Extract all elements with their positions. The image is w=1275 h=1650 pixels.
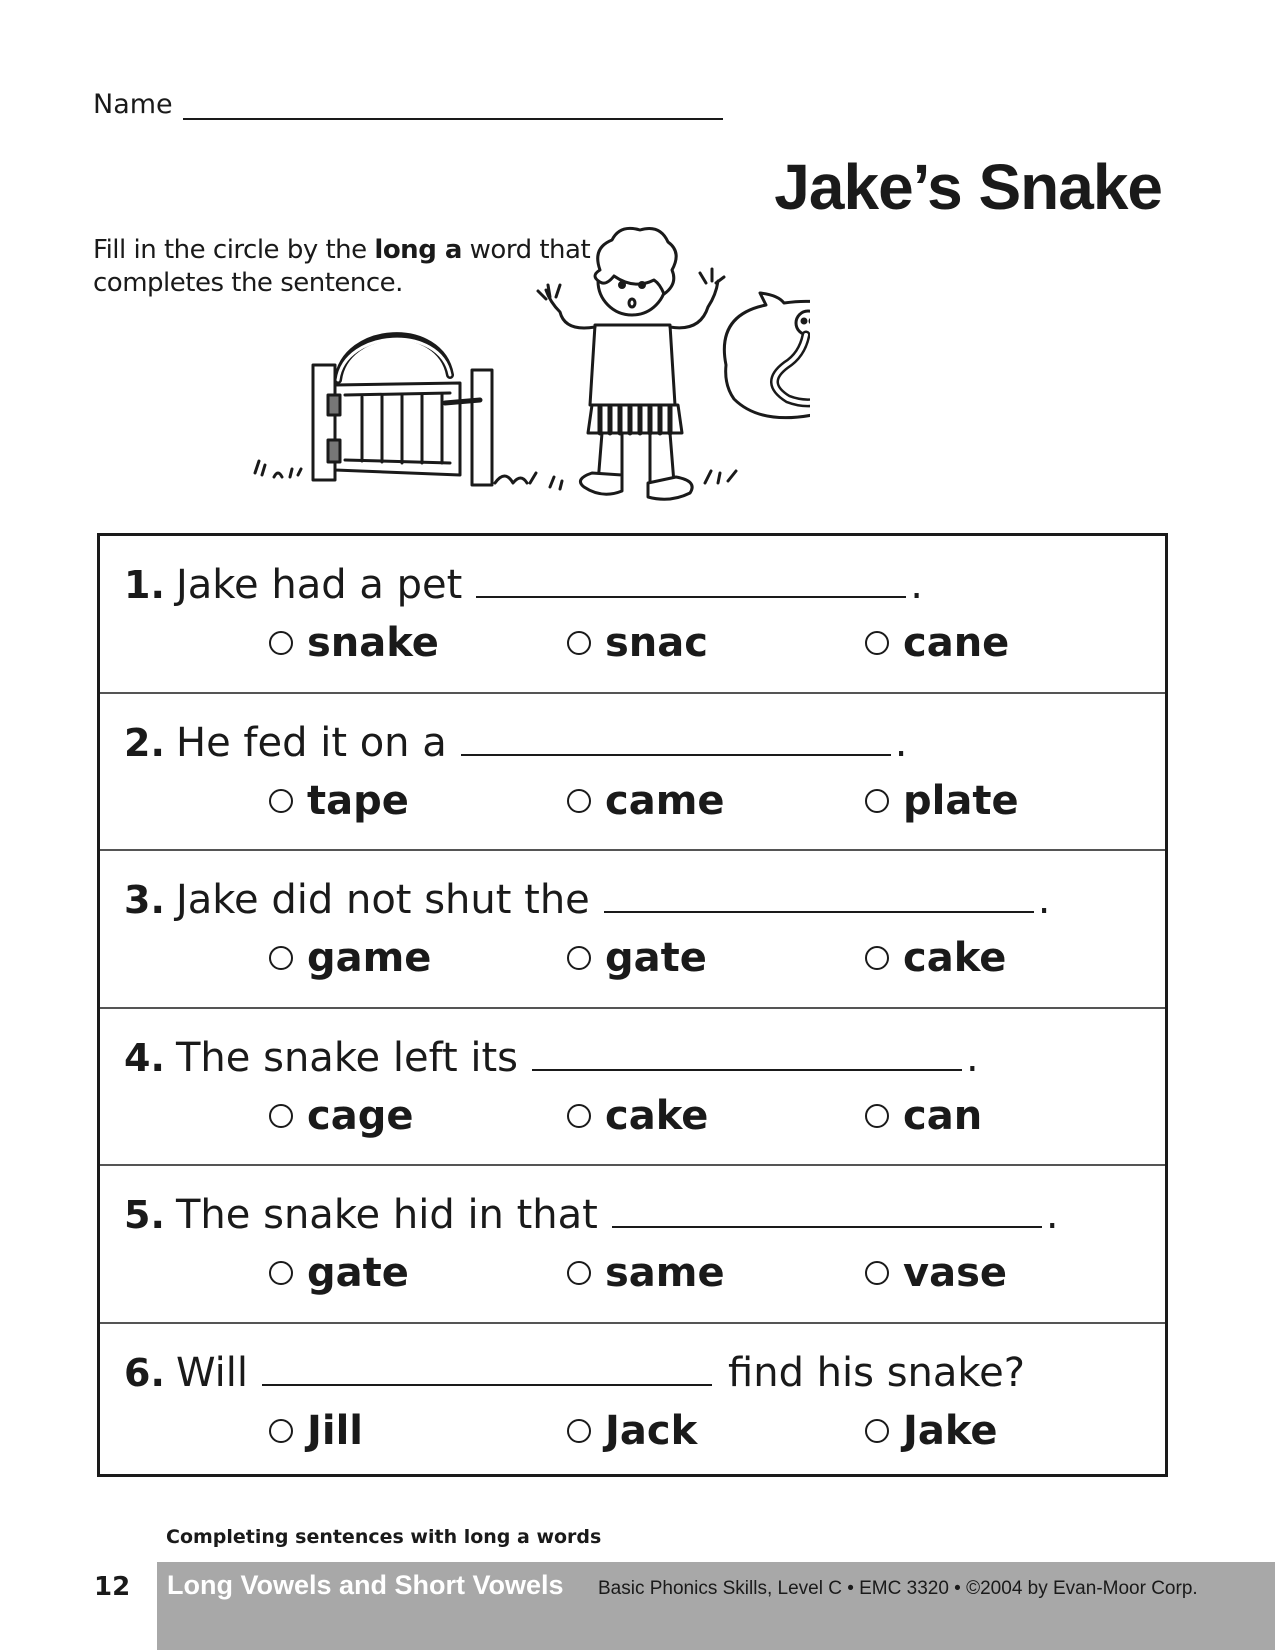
- answer-blank[interactable]: [461, 720, 891, 756]
- skill-caption: Completing sentences with long a words: [166, 1526, 602, 1548]
- question-text: The snake left its: [176, 1034, 519, 1081]
- circle-bubble-icon[interactable]: [567, 1104, 591, 1128]
- answer-options: [100, 931, 1165, 985]
- question-text: He fed it on a: [176, 719, 447, 766]
- option-jake[interactable]: Jake: [865, 1404, 998, 1458]
- answer-blank[interactable]: [532, 1035, 962, 1071]
- question-number: 2.: [124, 720, 165, 765]
- option-same[interactable]: same: [567, 1246, 725, 1300]
- option-gate[interactable]: gate: [567, 931, 707, 985]
- answer-options: [100, 1404, 1165, 1458]
- question-text: The snake hid in that: [176, 1192, 598, 1238]
- question-sentence: 2. He fed it on a .: [124, 719, 908, 766]
- question-6: [100, 1324, 1165, 1482]
- circle-bubble-icon[interactable]: [865, 1261, 889, 1285]
- option-vase[interactable]: vase: [865, 1246, 1007, 1300]
- page-number: 12: [94, 1572, 131, 1602]
- gate-drawing: [255, 336, 536, 485]
- answer-options: [100, 1089, 1165, 1143]
- question-3: [100, 851, 1165, 1009]
- option-came[interactable]: came: [567, 774, 725, 828]
- answer-options: [100, 774, 1165, 828]
- question-text-after: find his snake?: [728, 1349, 1025, 1396]
- option-jill[interactable]: Jill: [269, 1404, 363, 1458]
- answer-options: [100, 1246, 1165, 1300]
- question-1: [100, 536, 1165, 694]
- option-cage[interactable]: cage: [269, 1089, 413, 1143]
- answer-options: [100, 616, 1165, 670]
- answer-blank[interactable]: [476, 562, 906, 598]
- circle-bubble-icon[interactable]: [269, 1419, 293, 1443]
- option-snake[interactable]: snake: [269, 616, 439, 670]
- footer-band: [157, 1562, 1275, 1650]
- circle-bubble-icon[interactable]: [269, 631, 293, 655]
- question-2: [100, 694, 1165, 852]
- answer-blank[interactable]: [612, 1192, 1042, 1228]
- instructions-emphasis: long a: [374, 235, 462, 265]
- question-number: 4.: [124, 1035, 165, 1080]
- question-sentence: 4. The snake left its .: [124, 1034, 979, 1081]
- thought-bubble-snake: [724, 293, 810, 418]
- name-label: Name: [93, 89, 173, 120]
- question-text: Jake did not shut the: [176, 877, 590, 923]
- option-cane[interactable]: cane: [865, 616, 1009, 670]
- option-game[interactable]: game: [269, 931, 431, 985]
- answer-blank[interactable]: [604, 877, 1034, 913]
- circle-bubble-icon[interactable]: [865, 631, 889, 655]
- question-sentence: 3. Jake did not shut the .: [124, 877, 1051, 923]
- question-sentence: [124, 1348, 1025, 1398]
- question-number: 3.: [124, 878, 165, 922]
- option-snac[interactable]: snac: [567, 616, 708, 670]
- circle-bubble-icon[interactable]: [269, 946, 293, 970]
- question-text: Jake had a pet: [176, 562, 463, 608]
- option-jack[interactable]: Jack: [567, 1404, 697, 1458]
- question-5: [100, 1166, 1165, 1324]
- option-gate[interactable]: gate: [269, 1246, 409, 1300]
- circle-bubble-icon[interactable]: [567, 1419, 591, 1443]
- instructions-before: Fill in the circle by the: [93, 235, 375, 265]
- question-text: Will: [176, 1349, 249, 1396]
- circle-bubble-icon[interactable]: [269, 1261, 293, 1285]
- circle-bubble-icon[interactable]: [865, 789, 889, 813]
- option-plate[interactable]: plate: [865, 774, 1019, 828]
- name-row: [93, 90, 723, 120]
- footer-credit: Basic Phonics Skills, Level C • EMC 3320 • ©2004 by Evan-Moor Corp.: [598, 1578, 1198, 1599]
- circle-bubble-icon[interactable]: [865, 1104, 889, 1128]
- question-number: 6.: [124, 1350, 165, 1395]
- footer-section-title: Long Vowels and Short Vowels: [167, 1570, 564, 1600]
- answer-blank[interactable]: [262, 1350, 712, 1386]
- circle-bubble-icon[interactable]: [269, 789, 293, 813]
- question-sentence: 5. The snake hid in that .: [124, 1192, 1059, 1238]
- circle-bubble-icon[interactable]: [567, 789, 591, 813]
- question-4: [100, 1009, 1165, 1167]
- circle-bubble-icon[interactable]: [865, 946, 889, 970]
- circle-bubble-icon[interactable]: [269, 1104, 293, 1128]
- name-write-line[interactable]: [183, 90, 723, 120]
- boy-gate-snake-illustration: [250, 225, 810, 525]
- instructions-after: word that completes the sentence.: [93, 235, 591, 298]
- boy-drawing: [538, 228, 736, 499]
- option-tape[interactable]: tape: [269, 774, 409, 828]
- question-number: 1.: [124, 563, 165, 607]
- circle-bubble-icon[interactable]: [567, 1261, 591, 1285]
- question-number: 5.: [124, 1193, 165, 1237]
- circle-bubble-icon[interactable]: [567, 631, 591, 655]
- option-can[interactable]: can: [865, 1089, 982, 1143]
- circle-bubble-icon[interactable]: [567, 946, 591, 970]
- option-cake[interactable]: cake: [865, 931, 1006, 985]
- circle-bubble-icon[interactable]: [865, 1419, 889, 1443]
- worksheet-title: Jake’s Snake: [774, 151, 1162, 223]
- question-sentence: 1. Jake had a pet .: [124, 562, 923, 608]
- question-box: [97, 533, 1168, 1477]
- option-cake[interactable]: cake: [567, 1089, 708, 1143]
